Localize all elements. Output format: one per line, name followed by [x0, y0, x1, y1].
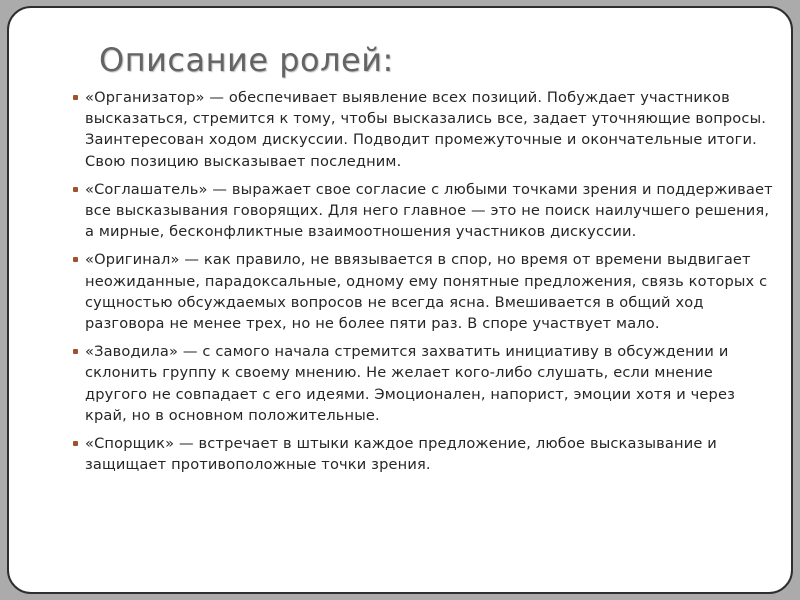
role-item-arguer	[73, 433, 773, 475]
bullet-icon	[73, 187, 78, 192]
slide-title: Описание ролей:	[99, 41, 394, 79]
slide-card	[7, 6, 793, 594]
bullet-icon	[73, 349, 78, 354]
roles-list	[73, 87, 773, 482]
role-text: «Спорщик» — встречает в штыки каждое предложение, любое высказывание и защищает противоположные точки зрения.	[85, 435, 717, 474]
role-item-organizer	[73, 87, 773, 172]
role-item-original	[73, 249, 773, 334]
role-text: «Организатор» — обеспечивает выявление всех позиций. Побуждает участников высказаться, стремится к тому, чтобы высказались все, задает уточняющие вопросы. Заинтересован ходом дискуссии. Подводит промежуточные и окончательные итоги. Свою позицию высказывает последним.	[85, 89, 767, 170]
role-item-instigator	[73, 341, 773, 426]
role-text: «Соглашатель» — выражает свое согласие с любыми точками зрения и поддерживает все высказывания говорящих. Для него главное — это не поиск наилучшего решения, а мирные, бесконфликтные взаимоотношения участников дискуссии.	[85, 180, 773, 241]
role-text: «Заводила» — с самого начала стремится захватить инициативу в обсуждении и склонить группу к своему мнению. Не желает кого-либо слушать, если мнение другого не совпадает с его идеями. Эмоционален, напорист, эмоции хотя и через край, но в основном положительные.	[85, 343, 735, 424]
role-item-agreer	[73, 179, 773, 243]
bullet-icon	[73, 441, 78, 446]
bullet-icon	[73, 95, 78, 100]
bullet-icon	[73, 257, 78, 262]
role-text: «Оригинал» — как правило, не ввязывается в спор, но время от времени выдвигает неожиданные, парадоксальные, одному ему понятные предложения, связь которых с сущностью обсуждаемых вопросов не всегда ясна. Вмешивается в общий ход разговора не менее трех, но не более пяти раз. В споре участвует мало.	[85, 251, 768, 333]
